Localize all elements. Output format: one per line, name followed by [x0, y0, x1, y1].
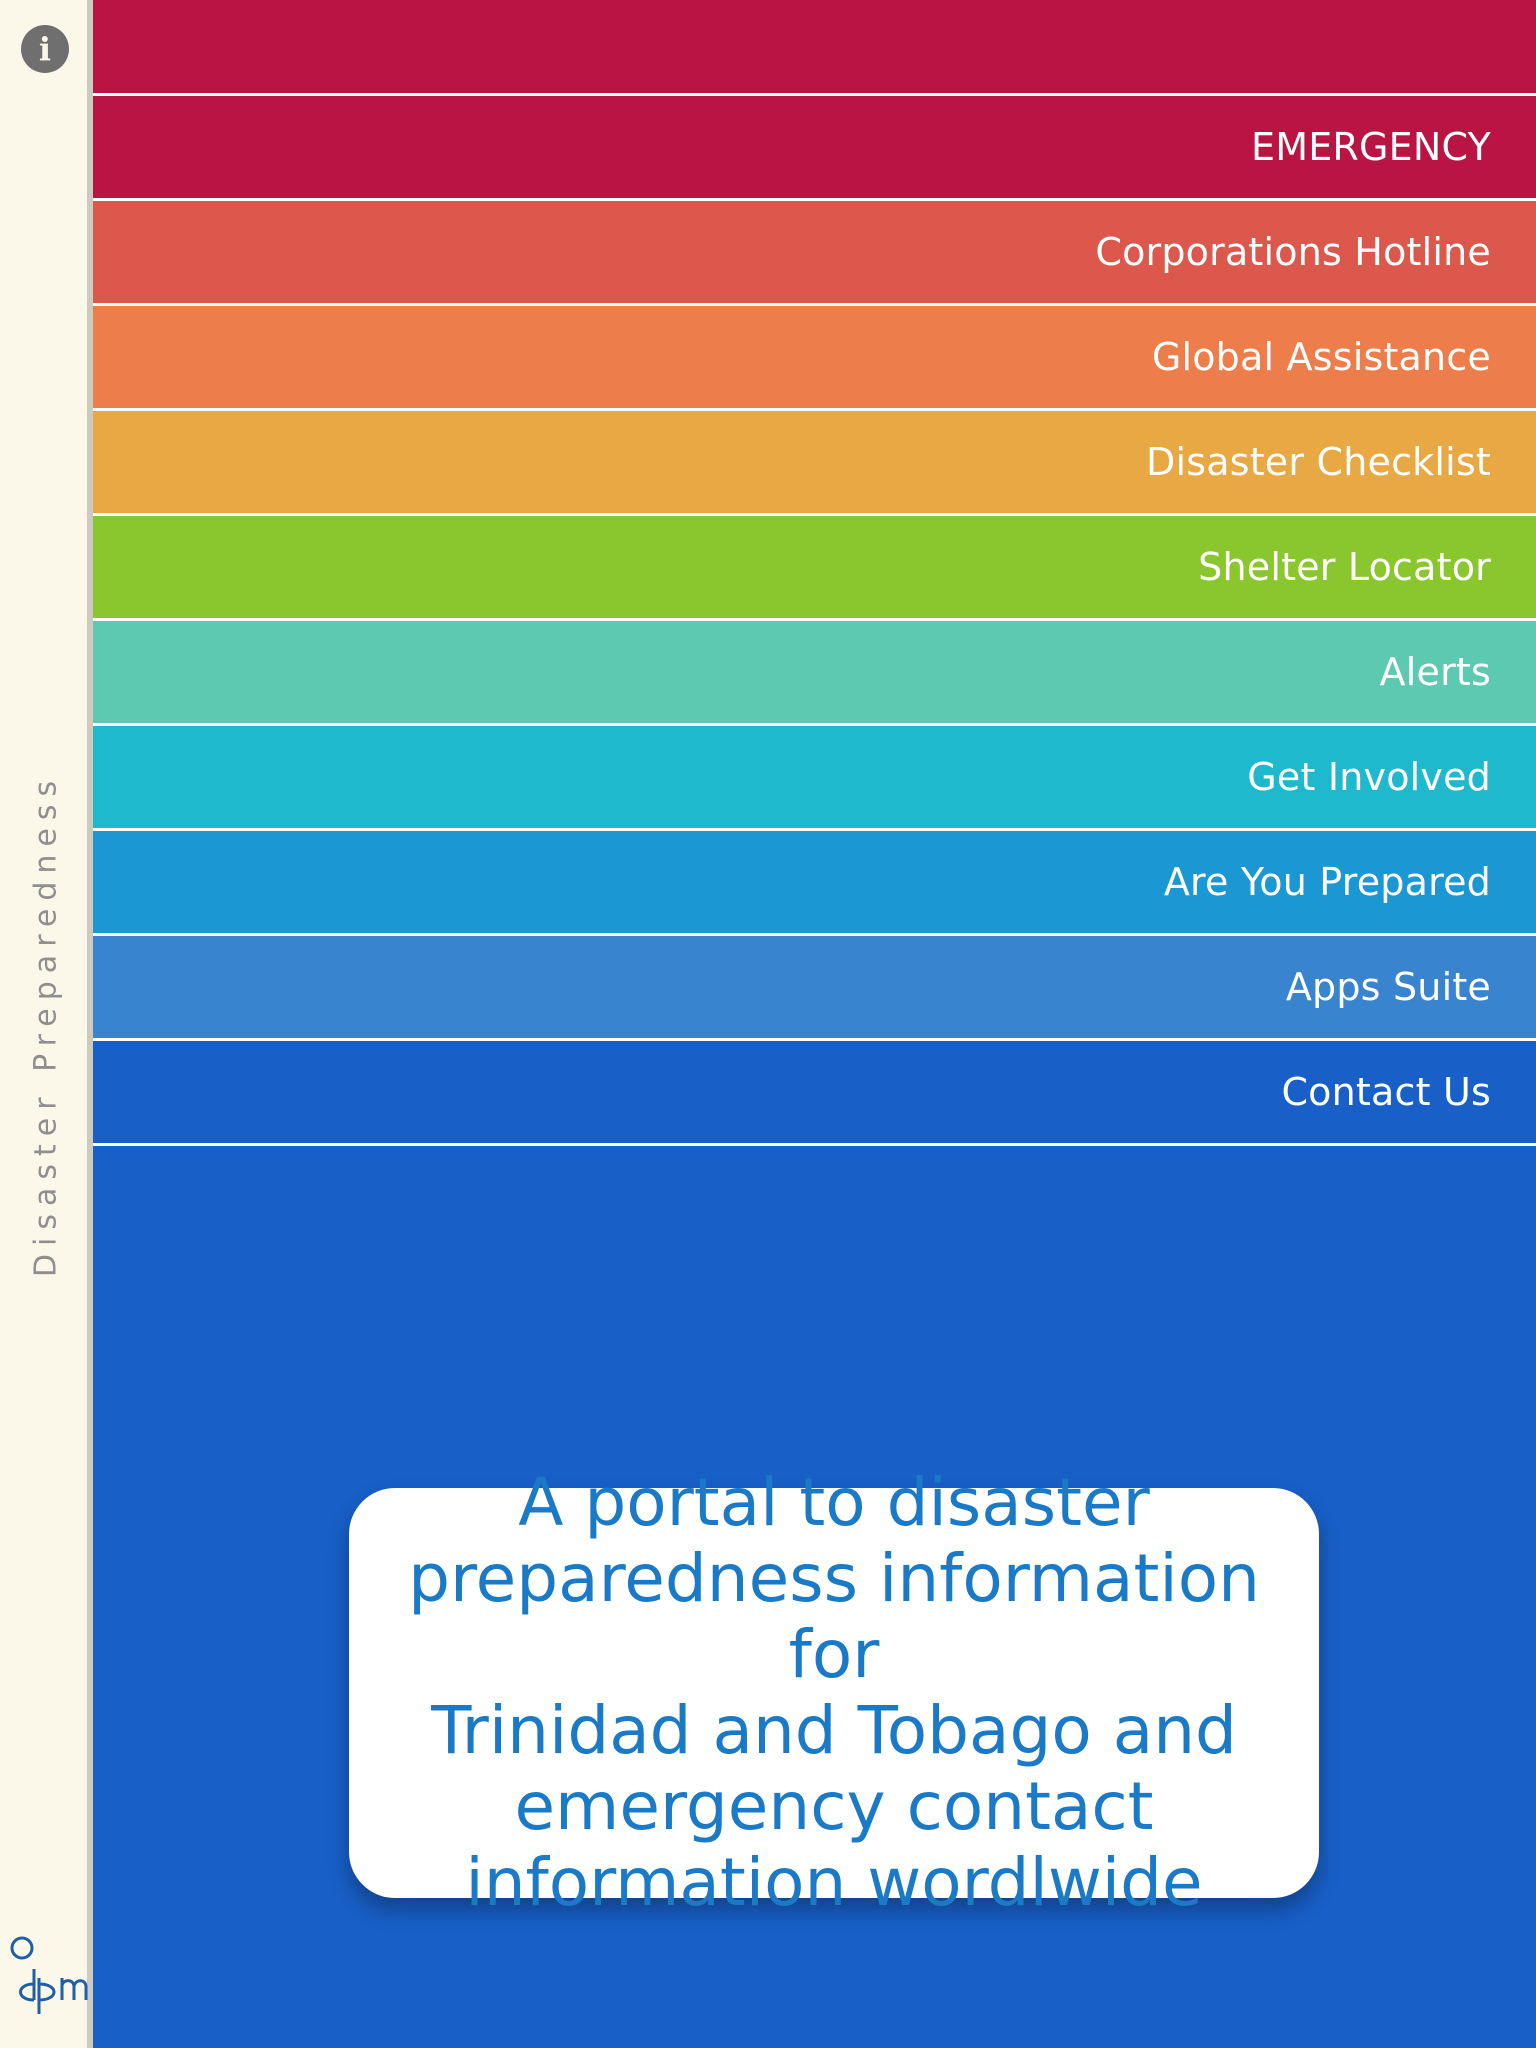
tagline-line: information wordlwide: [465, 1844, 1203, 1921]
menu-item-apps-suite-label: Apps Suite: [1285, 965, 1491, 1009]
menu-item-shelter-locator[interactable]: [93, 516, 1536, 621]
dpm-logo-icon: [4, 1930, 92, 2020]
tagline-line: Trinidad and Tobago and: [431, 1692, 1237, 1769]
menu-item-corporations-hotline-label: Corporations Hotline: [1095, 230, 1491, 274]
app-vertical-title: Disaster Preparedness: [28, 772, 64, 1278]
menu-item-get-involved-label: Get Involved: [1247, 755, 1491, 799]
main-menu: [93, 0, 1536, 1146]
menu-item-are-you-prepared[interactable]: [93, 831, 1536, 936]
menu-item-alerts[interactable]: [93, 621, 1536, 726]
menu-item-emergency-label: EMERGENCY: [1251, 125, 1491, 169]
tagline-card: [349, 1464, 1319, 1921]
tagline-text: [377, 1465, 1291, 1921]
menu-item-apps-suite[interactable]: [93, 936, 1536, 1041]
menu-item-emergency[interactable]: [93, 96, 1536, 201]
menu-item-contact-us-label: Contact Us: [1281, 1070, 1491, 1114]
menu-item-get-involved[interactable]: [93, 726, 1536, 831]
menu-item-contact-us[interactable]: [93, 1041, 1536, 1146]
menu-item-global-assistance[interactable]: [93, 306, 1536, 411]
main-content-area: [93, 1144, 1536, 2048]
info-icon[interactable]: i: [21, 25, 69, 73]
menu-item-are-you-prepared-label: Are You Prepared: [1163, 860, 1491, 904]
tagline-line: emergency contact: [514, 1768, 1154, 1845]
sidebar: [0, 0, 93, 2048]
tagline-line: preparedness information for: [408, 1540, 1260, 1693]
menu-item-corporations-hotline[interactable]: [93, 201, 1536, 306]
menu-item-disaster-checklist-label: Disaster Checklist: [1146, 440, 1491, 484]
menu-item-shelter-locator-label: Shelter Locator: [1198, 545, 1491, 589]
tagline-line: A portal to disaster: [518, 1464, 1150, 1541]
menu-item-alerts-label: Alerts: [1379, 650, 1491, 694]
menu-item-global-assistance-label: Global Assistance: [1151, 335, 1491, 379]
menu-header-bar: [93, 0, 1536, 96]
menu-item-disaster-checklist[interactable]: [93, 411, 1536, 516]
